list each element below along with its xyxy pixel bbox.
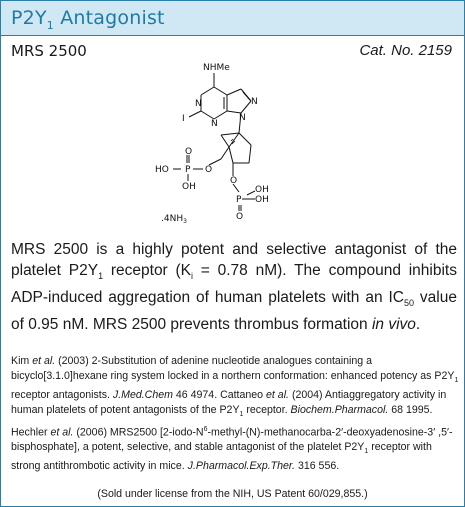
ho-left: HO	[155, 165, 169, 175]
page-title: $P2Y_1$ Antagonist	[11, 7, 165, 32]
iodo-label: I	[182, 114, 185, 124]
n7-label: N	[251, 97, 258, 107]
salt-label: $.4NH_3$	[161, 214, 187, 225]
phosphorus-left: P	[185, 165, 191, 175]
header-bar	[1, 1, 464, 36]
description: MRS 2500 is a highly potent and selective antagonist of the platelet $P2Y_1$ receptor ($K_i = 0.78$ nM). The compound inhibits ADP-induced aggregation of human platelets with an $IC_{50}$ value of 0.95 nM. MRS 2500 prevents thrombus formation in vivo.	[11, 241, 457, 334]
n9-label: N	[239, 113, 246, 123]
oxo-right: O	[236, 212, 244, 222]
ester-o-right: O	[230, 176, 238, 186]
license-note: (Sold under license from the NIH, US Patent 60/029,855.)	[97, 488, 368, 500]
oh-right-1: OH	[255, 195, 269, 205]
catalog-number: Cat. No. 2159	[359, 42, 452, 59]
product-name: MRS 2500	[11, 42, 87, 60]
oh-right-2: OH	[255, 185, 269, 195]
n1-label: N	[195, 99, 202, 109]
phosphorus-right: P	[236, 195, 242, 205]
oxo-left: O	[185, 147, 193, 157]
references: Kim et al. (2003) 2-Substitution of adenine nucleotide analogues containing a bicyclo[3.1.0]hexane ring system locked in a northern conformation: enhanced potency as $P2Y_1$ receptor antagonists. J.Med.Chem 46 4974. Cattaneo et al. (2004) Antiaggregatory activity in human platelets of potent antagonists of the $P2Y_1$ receptor. Biochem.Pharmacol. 68 1995. Hechler et al. (2006) MRS2500 [$2-iodo-N^6-methyl-(N)-methanocarba-2'-deoxyadenosine-3'$ ,5′-bisphosphate], a potent, selective, and stable antagonist of the platelet $P2Y_1$ receptor with strong antithrombotic activity in mice. J.Pharmacol.Exp.Ther. 316 556.	[11, 355, 459, 473]
nhme-label: NHMe	[203, 63, 230, 73]
n3-label: N	[211, 119, 218, 129]
ester-o-left: O	[205, 165, 213, 175]
oh-left: OH	[182, 182, 196, 192]
chemical-structure	[151, 59, 341, 229]
